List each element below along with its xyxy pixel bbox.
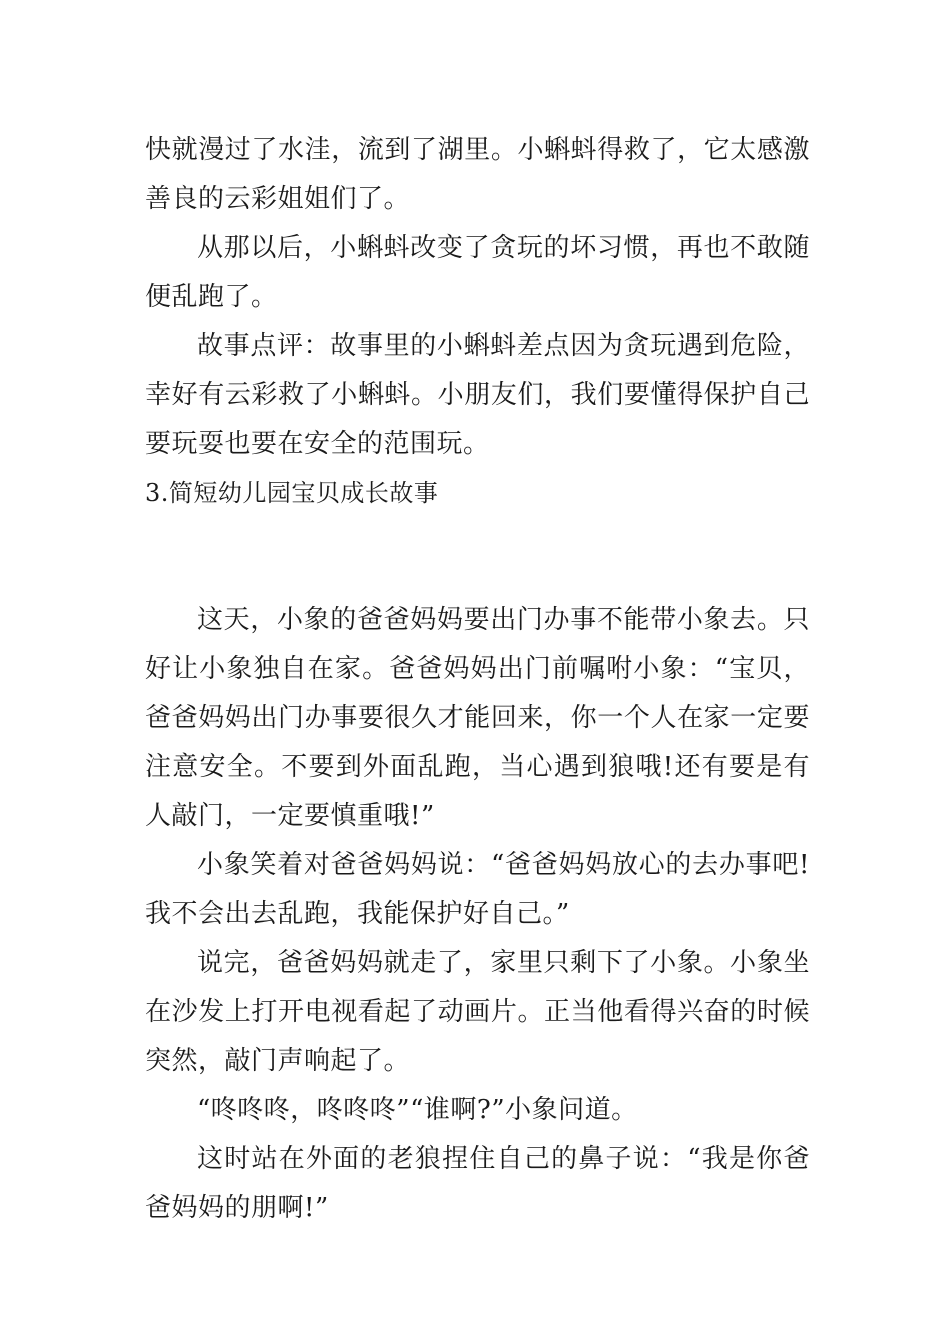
paragraph: 这天，小象的爸爸妈妈要出门办事不能带小象去。只好让小象独自在家。爸爸妈妈出门前嘱咐小象：“宝贝，爸爸妈妈出门办事要很久才能回来，你一个人在家一定要注意安全。不要到外面乱跑，当心遇到狼哦!还有要是有人敲门，一定要慎重哦!” [145,605,810,831]
paragraph: 说完，爸爸妈妈就走了，家里只剩下了小象。小象坐在沙发上打开电视看起了动画片。正当他看得兴奋的时候突然，敲门声响起了。 [145,948,810,1076]
paragraph: 小象笑着对爸爸妈妈说：“爸爸妈妈放心的去办事吧!我不会出去乱跑，我能保护好自己。” [145,850,810,929]
section-heading: 3.简短幼儿园宝贝成长故事 [145,479,439,507]
paragraph: 从那以后，小蝌蚪改变了贪玩的坏习惯，再也不敢随便乱跑了。 [145,233,810,312]
paragraph: “咚咚咚，咚咚咚”“谁啊?”小象问道。 [197,1095,638,1125]
paragraph-story-review: 故事点评：故事里的小蝌蚪差点因为贪玩遇到危险，幸好有云彩救了小蝌蚪。小朋友们，我们要懂得保护自己要玩耍也要在安全的范围玩。 [145,331,810,459]
paragraph: 这时站在外面的老狼捏住自己的鼻子说：“我是你爸爸妈妈的朋啊!” [145,1144,810,1223]
spacer [145,518,810,596]
document-body [145,126,810,1233]
paragraph-continued: 快就漫过了水洼，流到了湖里。小蝌蚪得救了，它太感激善良的云彩姐姐们了。 [145,135,810,214]
